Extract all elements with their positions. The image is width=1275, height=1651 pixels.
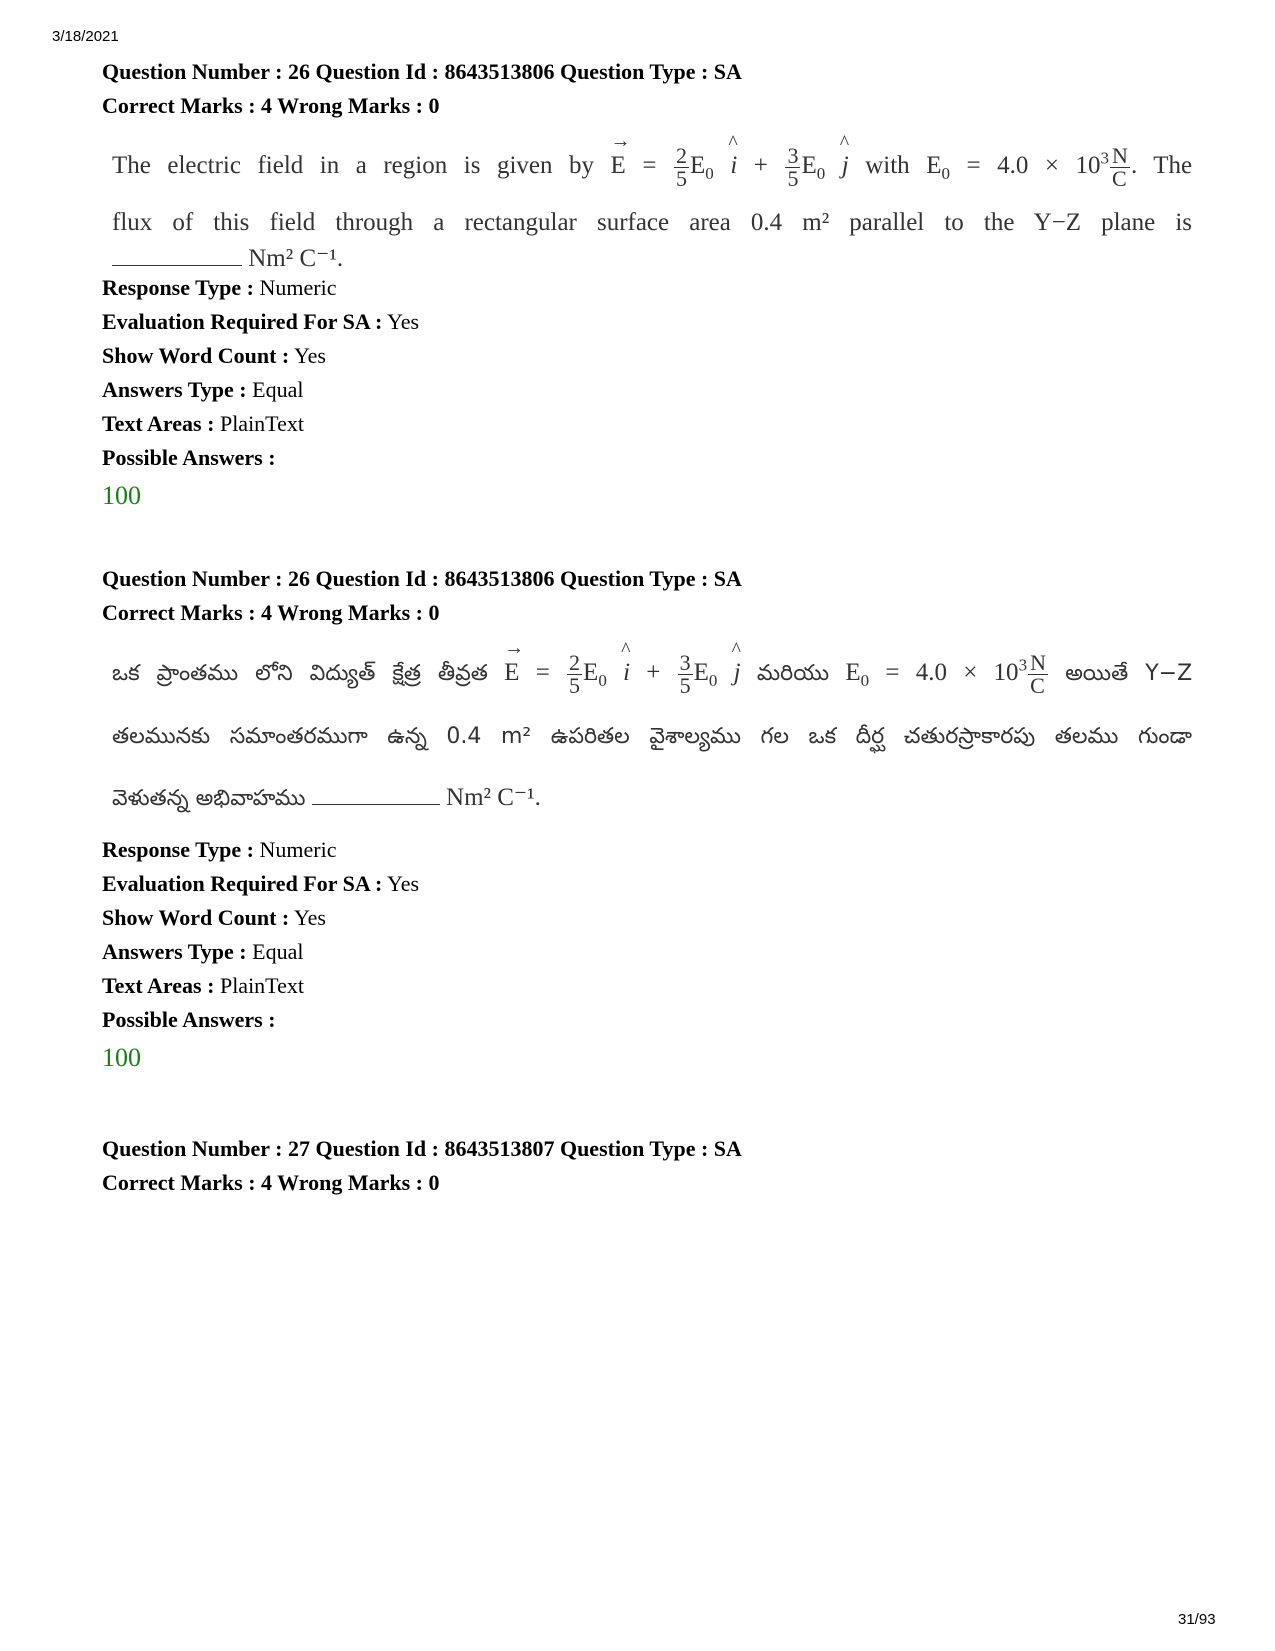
stem-lead: ఒక ప్రాంతము లోని విద్యుత్ క్షేత్ర తీవ్రత	[112, 661, 488, 687]
question-header: Question Number : 27 Question Id : 8643513807 Question Type : SA	[102, 1136, 742, 1161]
question-header: Question Number : 26 Question Id : 8643513806 Question Type : SA	[102, 566, 742, 591]
marks-header: Correct Marks : 4 Wrong Marks : 0	[102, 600, 440, 625]
print-date: 3/18/2021	[52, 28, 119, 45]
question-header: Question Number : 26 Question Id : 8643513806 Question Type : SA	[102, 59, 742, 84]
electric-field-formula: → E = $\frac{2}{5}$ $E_0$ ^ i + $\frac{3}{5}$ $E_0$ ^ j	[611, 152, 849, 179]
meta-possible-answers: Possible Answers :	[102, 1007, 276, 1032]
stem-line-2: తలమునకు సమాంతరముగా ఉన్న 0.4 m² ఉపరితల వైశాల్యము గల ఒక దీర్ఘ చతురస్రాకారపు తలము గుండా	[112, 724, 1192, 749]
marks-header: Correct Marks : 4 Wrong Marks : 0	[102, 93, 440, 118]
meta-text-areas: Text Areas : PlainText	[102, 973, 304, 998]
stem-line-3	[112, 782, 1192, 816]
stem-line-1	[112, 652, 1192, 697]
meta-text-areas: Text Areas : PlainText	[102, 411, 304, 436]
stem-line-3	[112, 243, 1192, 273]
stem-line-1	[112, 145, 1192, 190]
stem-with: with	[865, 152, 910, 180]
stem-tail: అయితే Y−Z	[1065, 661, 1193, 687]
possible-answer: 100	[102, 1043, 141, 1072]
e0-value: $E_0 = 4.0 \times 10^3$ $\frac{N}{C}$ .	[926, 143, 1138, 191]
stem-tail: The	[1153, 152, 1193, 180]
meta-answers-type: Answers Type : Equal	[102, 377, 304, 402]
stem-unit: Nm² C⁻¹.	[248, 245, 344, 272]
stem-unit: Nm² C⁻¹.	[446, 784, 541, 811]
answer-blank	[112, 265, 242, 266]
meta-possible-answers: Possible Answers :	[102, 445, 276, 470]
answer-blank	[312, 804, 440, 805]
e0-value: $E_0 = 4.0 \times 10^3$ $\frac{N}{C}$	[845, 650, 1046, 698]
stem-line-2: flux of this field through a rectangular surface area 0.4 m² parallel to the Y−Z plane is	[112, 209, 1192, 236]
meta-response-type: Response Type : Numeric	[102, 837, 337, 862]
meta-evaluation-required: Evaluation Required For SA : Yes	[102, 871, 420, 896]
meta-evaluation-required: Evaluation Required For SA : Yes	[102, 309, 420, 334]
question-block-2	[102, 562, 1202, 1077]
possible-answer: 100	[102, 481, 141, 510]
meta-show-word-count: Show Word Count : Yes	[102, 905, 326, 930]
meta-response-type: Response Type : Numeric	[102, 275, 337, 300]
question-stem	[112, 638, 1192, 833]
page-number: 31/93	[1178, 1611, 1216, 1628]
question-block-3	[102, 1132, 1202, 1200]
marks-header: Correct Marks : 4 Wrong Marks : 0	[102, 1170, 440, 1195]
question-block-1	[102, 55, 1202, 515]
stem-with: మరియు	[756, 661, 830, 687]
stem-lead: The electric field in a region is given by	[112, 152, 595, 180]
electric-field-formula: → E = $\frac{2}{5}$ $E_0$ ^ i + $\frac{3}{5}$ $E_0$ ^ j	[504, 659, 740, 686]
question-stem	[112, 131, 1192, 271]
meta-answers-type: Answers Type : Equal	[102, 939, 304, 964]
stem-line-3-text: వెళుతన్న అభివాహము	[112, 786, 306, 811]
meta-show-word-count: Show Word Count : Yes	[102, 343, 326, 368]
